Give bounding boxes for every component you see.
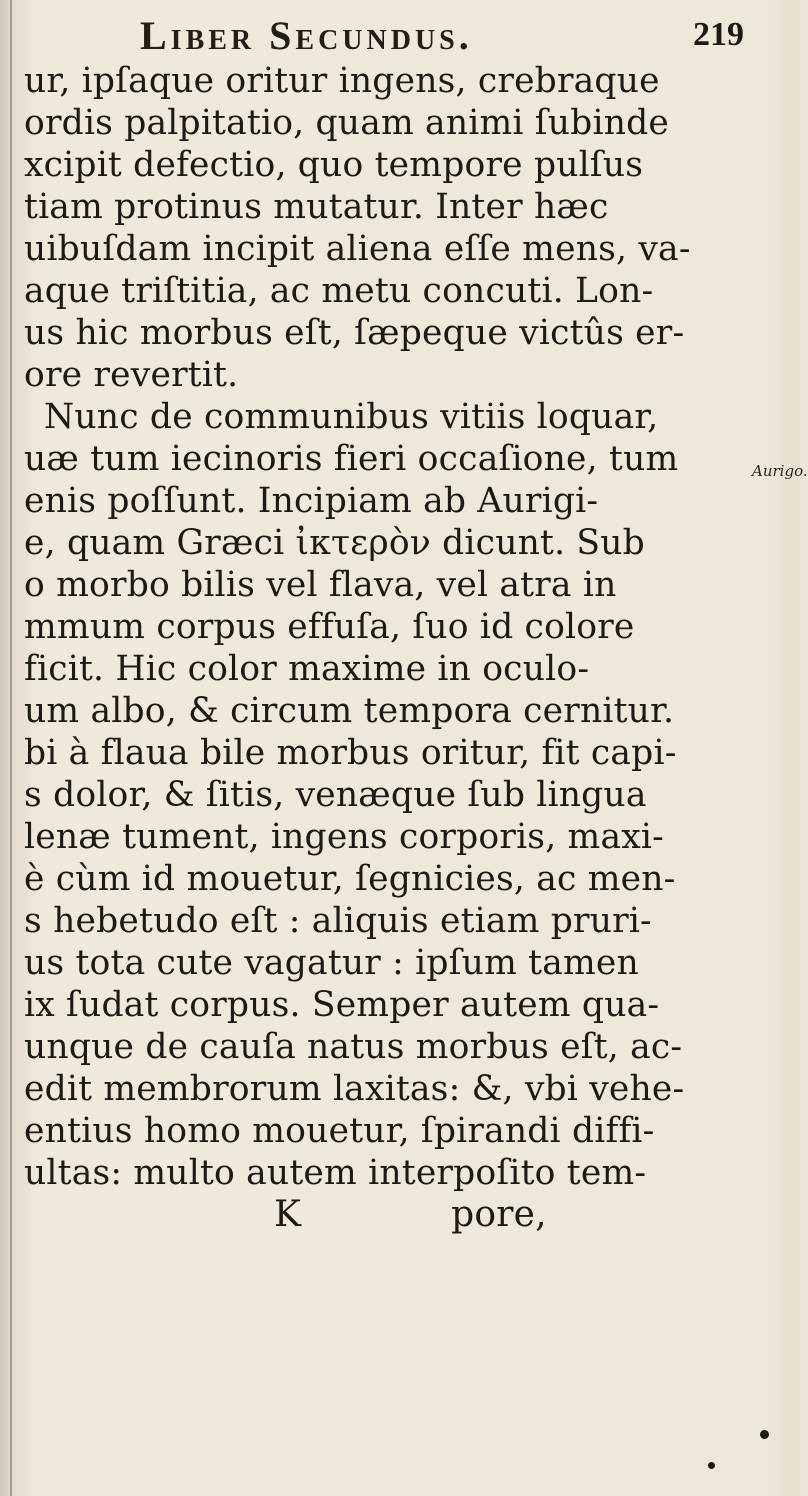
text-line-24: unque de cauſa natus morbus eſt, ac- xyxy=(24,1027,683,1067)
text-line-18: s dolor, & ſitis, venæque ſub lingua xyxy=(24,775,647,815)
text-line-13: o morbo bilis vel flava, vel atra in xyxy=(24,565,617,605)
text-line-26: entius homo mouetur, ſpirandi diffi- xyxy=(24,1111,655,1151)
ink-speck xyxy=(708,1462,715,1469)
text-line-16: um albo, & circum tempora cernitur. xyxy=(24,691,675,731)
text-line-15: ficit. Hic color maxime in oculo- xyxy=(24,649,590,689)
text-line-7: us hic morbus eſt, ſæpeque victûs er- xyxy=(24,313,685,353)
text-line-6: aque triſtitia, ac metu concuti. Lon- xyxy=(24,271,654,311)
ink-speck xyxy=(760,1430,769,1439)
text-line-11: enis poſſunt. Incipiam ab Aurigi- xyxy=(24,481,599,521)
margin-note: Aurigo. xyxy=(752,462,808,480)
catchword-line xyxy=(24,1194,760,1236)
text-line-5: uibuſdam incipit aliena eſſe mens, va- xyxy=(24,229,691,269)
text-line-27: ultas: multo autem interpoſito tem- xyxy=(24,1153,647,1193)
text-line-2: ordis palpitatio, quam animi ſubinde xyxy=(24,103,670,143)
running-head: Liber Secundus. xyxy=(140,13,473,58)
binding-gutter xyxy=(10,0,12,1496)
catchword: pore, xyxy=(451,1194,547,1235)
text-line-17: bi à flaua bile morbus oritur, fit capi- xyxy=(24,733,677,773)
text-line-14: mmum corpus effuſa, ſuo id colore xyxy=(24,607,635,647)
text-line-23: ix ſudat corpus. Semper autem qua- xyxy=(24,985,660,1025)
text-line-4: tiam protinus mutatur. Inter hæc xyxy=(24,187,609,227)
text-line-8: ore revertit. xyxy=(24,355,239,395)
text-line-10: uæ tum iecinoris fieri occaſione, tum xyxy=(24,439,679,479)
text-line-19: lenæ tument, ingens corporis, maxi- xyxy=(24,817,664,857)
text-line-20: è cùm id mouetur, ſegnicies, ac men- xyxy=(24,859,676,899)
text-line-1: ur, ipſaque oritur ingens, crebraque xyxy=(24,61,660,101)
body-text xyxy=(24,60,760,1236)
text-line-25: edit membrorum laxitas: &, vbi vehe- xyxy=(24,1069,685,1109)
text-line-9: Nunc de communibus vitiis loquar, xyxy=(44,397,659,437)
page-header xyxy=(40,8,780,58)
text-line-22: us tota cute vagatur : ipſum tamen xyxy=(24,943,639,983)
text-line-21: s hebetudo eſt : aliquis etiam pruri- xyxy=(24,901,652,941)
text-line-12: e, quam Græci ἰκτερὸν dicunt. Sub xyxy=(24,523,645,563)
text-line-3: xcipit defectio, quo tempore pulſus xyxy=(24,145,644,185)
signature-mark: K xyxy=(274,1194,302,1235)
page-number: 219 xyxy=(693,16,744,53)
